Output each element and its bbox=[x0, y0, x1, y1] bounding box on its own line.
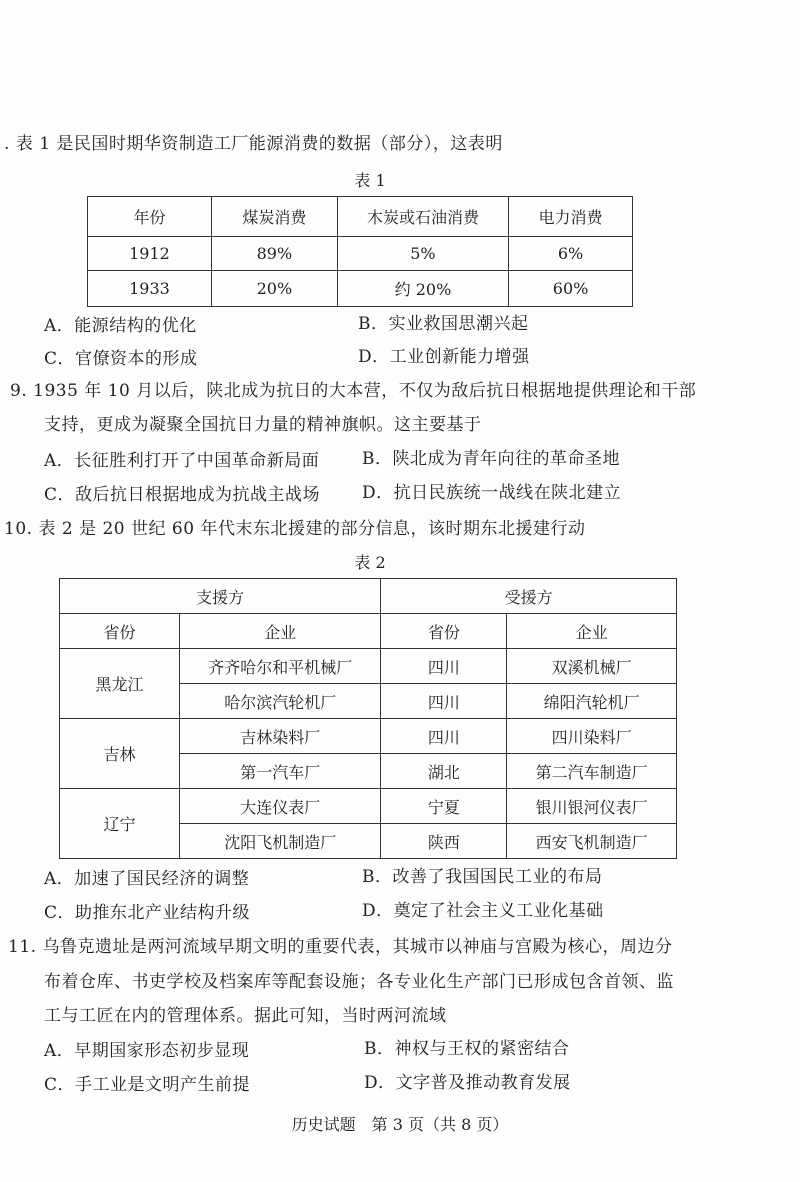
table-row bbox=[88, 237, 633, 271]
table-cell: 吉林染料厂 bbox=[180, 719, 381, 754]
table-header-cell: 省份 bbox=[60, 614, 180, 649]
province-cell: 黑龙江 bbox=[60, 649, 180, 719]
option-a: A．能源结构的优化 bbox=[44, 316, 197, 336]
table-cell: 大连仪表厂 bbox=[180, 789, 381, 824]
option-b: B．改善了我国国民工业的布局 bbox=[362, 867, 603, 887]
group-header-support: 支援方 bbox=[60, 579, 381, 614]
table-cell: 四川 bbox=[381, 649, 507, 684]
table-cell: 四川染料厂 bbox=[507, 719, 677, 754]
table-cell: 银川银河仪表厂 bbox=[507, 789, 677, 824]
table-cell: 6% bbox=[509, 237, 633, 271]
table-cell: 5% bbox=[337, 237, 508, 271]
table-cell: 宁夏 bbox=[381, 789, 507, 824]
option-d: D．奠定了社会主义工业化基础 bbox=[362, 901, 604, 921]
table-header-cell: 电力消费 bbox=[509, 197, 633, 237]
table-cell: 第一汽车厂 bbox=[180, 754, 381, 789]
option-c: C．敌后抗日根据地成为抗战主战场 bbox=[44, 485, 321, 505]
question-number: 10. bbox=[4, 519, 33, 539]
table-cell: 湖北 bbox=[381, 754, 507, 789]
table-2-caption: 表 2 bbox=[354, 553, 386, 572]
table-header-cell: 煤炭消费 bbox=[211, 197, 337, 237]
question-number: . bbox=[4, 134, 10, 154]
question-9-stem-line-2: 支持，更成为凝聚全国抗日力量的精神旗帜。这主要基于 bbox=[44, 415, 482, 435]
option-d: D．工业创新能力增强 bbox=[358, 347, 530, 367]
table-cell: 约 20% bbox=[337, 271, 508, 307]
option-c: C．手工业是文明产生前提 bbox=[44, 1075, 251, 1095]
table-1 bbox=[87, 196, 633, 307]
group-header-recipient: 受援方 bbox=[381, 579, 677, 614]
table-header-cell: 省份 bbox=[381, 614, 507, 649]
province-cell: 吉林 bbox=[60, 719, 180, 789]
question-number: 9. bbox=[10, 381, 28, 401]
question-10-stem: 10. 表 2 是 20 世纪 60 年代末东北援建的部分信息，该时期东北援建行动 bbox=[4, 519, 586, 539]
option-a: A．加速了国民经济的调整 bbox=[44, 869, 250, 889]
option-d: D．文字普及推动教育发展 bbox=[364, 1073, 571, 1093]
question-8-stem: . 表 1 是民国时期华资制造工厂能源消费的数据（部分），这表明 bbox=[4, 134, 503, 154]
option-b: B．实业救国思潮兴起 bbox=[358, 314, 529, 334]
option-a: A．早期国家形态初步显现 bbox=[44, 1041, 250, 1061]
option-a: A．长征胜利打开了中国革命新局面 bbox=[44, 451, 320, 471]
table-2 bbox=[59, 578, 677, 859]
table-1-caption: 表 1 bbox=[354, 171, 386, 190]
table-header-cell: 木炭或石油消费 bbox=[337, 197, 508, 237]
table-header-cell: 企业 bbox=[180, 614, 381, 649]
question-number: 11. bbox=[8, 937, 37, 957]
option-c: C．官僚资本的形成 bbox=[44, 349, 198, 369]
table-row bbox=[60, 789, 677, 824]
option-b: B．神权与王权的紧密结合 bbox=[364, 1039, 570, 1059]
table-cell: 四川 bbox=[381, 719, 507, 754]
question-9-stem-line-1: 9. 1935 年 10 月以后，陕北成为抗日的大本营，不仅为敌后抗日根据地提供理论和干部 bbox=[10, 381, 697, 401]
option-c: C．助推东北产业结构升级 bbox=[44, 903, 251, 923]
table-cell: 齐齐哈尔和平机械厂 bbox=[180, 649, 381, 684]
table-cell: 60% bbox=[509, 271, 633, 307]
table-cell: 1933 bbox=[88, 271, 212, 307]
page-footer: 历史试题 第 3 页（共 8 页） bbox=[291, 1115, 509, 1134]
table-cell: 双溪机械厂 bbox=[507, 649, 677, 684]
table-cell: 西安飞机制造厂 bbox=[507, 824, 677, 859]
table-header-cell: 企业 bbox=[507, 614, 677, 649]
table-cell: 第二汽车制造厂 bbox=[507, 754, 677, 789]
option-b: B．陕北成为青年向往的革命圣地 bbox=[362, 449, 620, 469]
table-cell: 1912 bbox=[88, 237, 212, 271]
table-cell: 陕西 bbox=[381, 824, 507, 859]
question-11-stem-line-2: 布着仓库、书吏学校及档案库等配套设施；各专业化生产部门已形成包含首领、监 bbox=[44, 972, 674, 992]
table-cell: 绵阳汽轮机厂 bbox=[507, 684, 677, 719]
table-cell: 哈尔滨汽轮机厂 bbox=[180, 684, 381, 719]
question-11-stem-line-3: 工与工匠在内的管理体系。据此可知，当时两河流域 bbox=[44, 1006, 447, 1026]
table-cell: 沈阳飞机制造厂 bbox=[180, 824, 381, 859]
question-11-stem-line-1: 11. 乌鲁克遗址是两河流域早期文明的重要代表，其城市以神庙与宫殿为核心，周边分 bbox=[8, 937, 673, 957]
table-row bbox=[60, 649, 677, 684]
option-d: D．抗日民族统一战线在陕北建立 bbox=[362, 483, 622, 503]
table-cell: 四川 bbox=[381, 684, 507, 719]
province-cell: 辽宁 bbox=[60, 789, 180, 859]
table-header-cell: 年份 bbox=[88, 197, 212, 237]
table-row bbox=[60, 719, 677, 754]
table-cell: 89% bbox=[211, 237, 337, 271]
table-row bbox=[88, 271, 633, 307]
table-cell: 20% bbox=[211, 271, 337, 307]
